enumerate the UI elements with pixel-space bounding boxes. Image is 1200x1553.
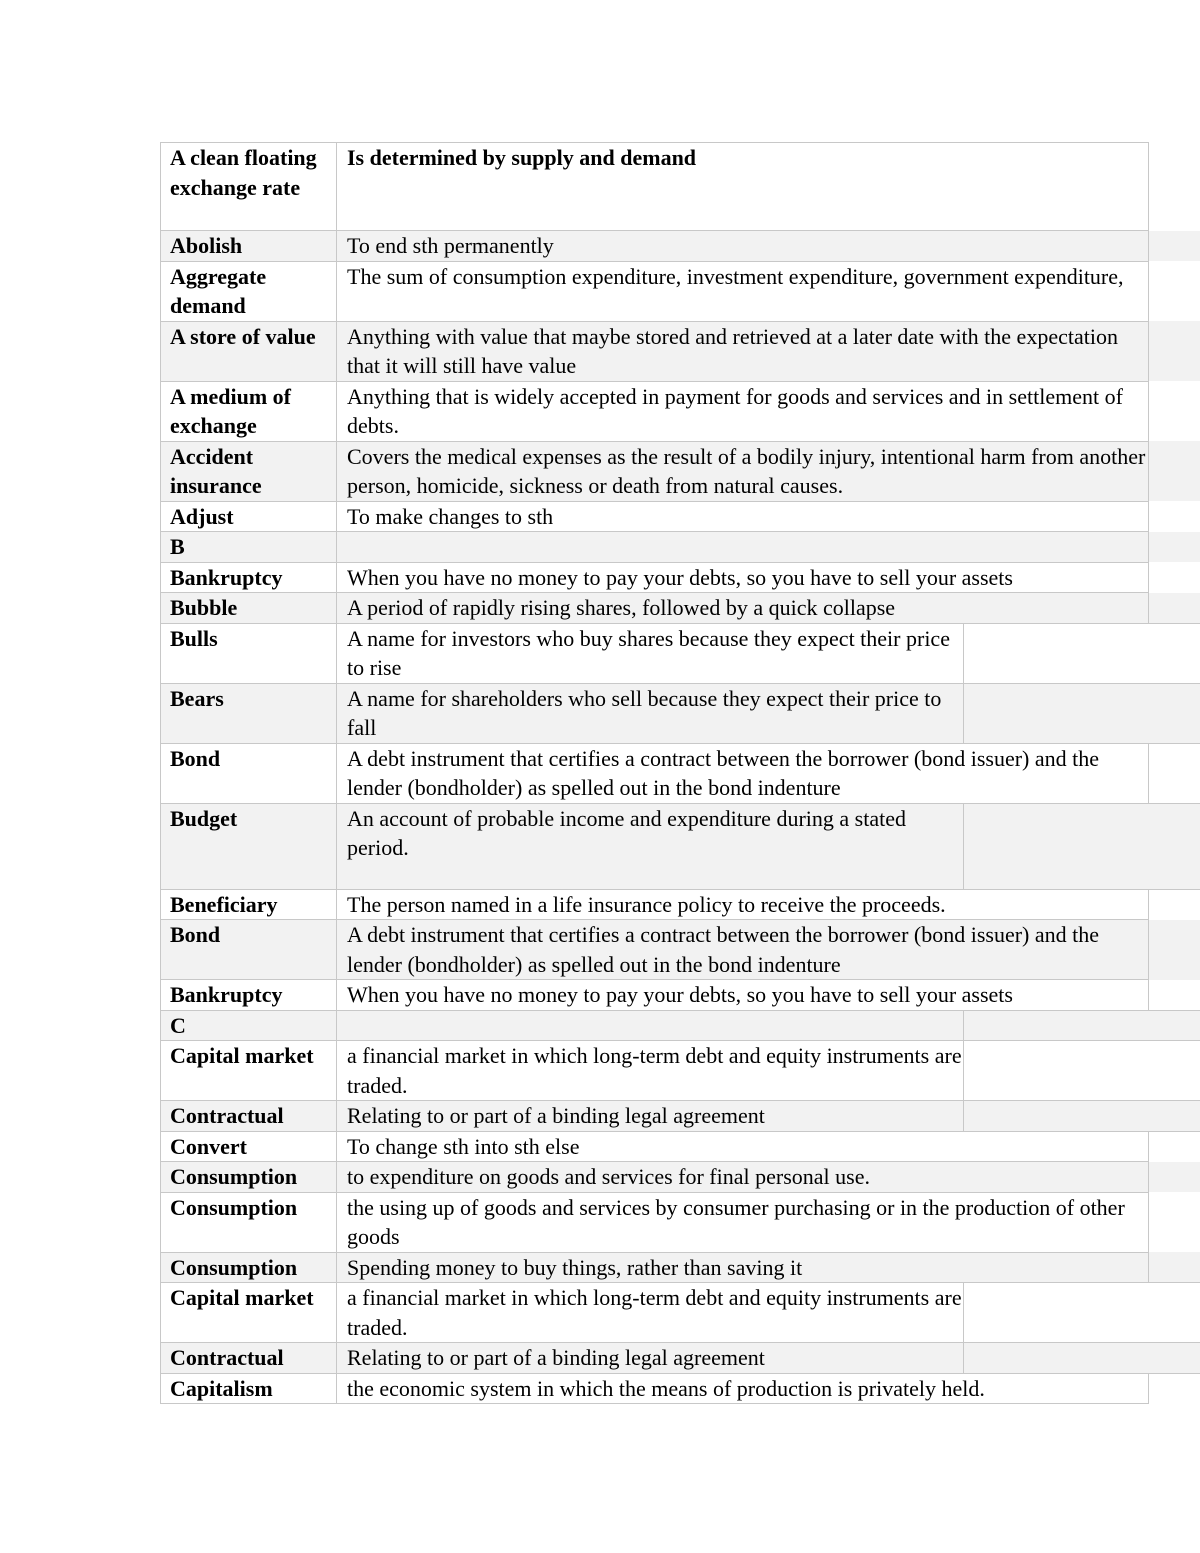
glossary-definition: A period of rapidly rising shares, followed by a quick collapse	[337, 593, 1149, 624]
empty-cell	[1149, 143, 1200, 231]
glossary-row	[161, 1283, 1200, 1343]
glossary-definition	[337, 1010, 964, 1041]
empty-cell	[1149, 562, 1200, 593]
glossary-term: Bond	[161, 743, 337, 803]
glossary-definition: A name for investors who buy shares because they expect their price to rise	[337, 623, 964, 683]
empty-cell	[964, 683, 1200, 743]
empty-cell	[964, 1101, 1200, 1132]
glossary-row	[161, 1252, 1200, 1283]
glossary-definition: To make changes to sth	[337, 501, 1149, 532]
empty-cell	[1149, 743, 1200, 803]
glossary-row	[161, 920, 1200, 980]
glossary-definition: to expenditure on goods and services for final personal use.	[337, 1162, 1149, 1193]
empty-cell	[1149, 1252, 1200, 1283]
glossary-body	[161, 143, 1200, 1404]
glossary-row	[161, 1373, 1200, 1404]
glossary-term: Bubble	[161, 593, 337, 624]
glossary-term: Abolish	[161, 231, 337, 262]
glossary-term: Capital market	[161, 1283, 337, 1343]
empty-cell	[1149, 231, 1200, 262]
glossary-definition: Is determined by supply and demand	[337, 143, 1149, 231]
glossary-row	[161, 1101, 1200, 1132]
glossary-definition: To end sth permanently	[337, 231, 1149, 262]
glossary-row	[161, 1343, 1200, 1374]
empty-cell	[964, 1283, 1200, 1343]
glossary-definition: Anything that is widely accepted in payment for goods and services and in settlement of debts.	[337, 381, 1149, 441]
glossary-definition: To change sth into sth else	[337, 1131, 1149, 1162]
glossary-row	[161, 1131, 1200, 1162]
glossary-term: Aggregate demand	[161, 261, 337, 321]
empty-cell	[1149, 501, 1200, 532]
glossary-term: Beneficiary	[161, 889, 337, 920]
glossary-term: Convert	[161, 1131, 337, 1162]
glossary-definition: The sum of consumption expenditure, investment expenditure, government expenditure,	[337, 261, 1149, 321]
glossary-row	[161, 803, 1200, 889]
glossary-definition: Relating to or part of a binding legal agreement	[337, 1101, 964, 1132]
glossary-term: Contractual	[161, 1343, 337, 1374]
glossary-term: Bulls	[161, 623, 337, 683]
glossary-definition: The person named in a life insurance policy to receive the proceeds.	[337, 889, 1149, 920]
glossary-definition: When you have no money to pay your debts, so you have to sell your assets	[337, 562, 1149, 593]
empty-cell	[964, 803, 1200, 889]
glossary-term: Bond	[161, 920, 337, 980]
glossary-row	[161, 562, 1200, 593]
glossary-term: A clean floating exchange rate	[161, 143, 337, 231]
glossary-definition	[337, 532, 1149, 563]
empty-cell	[1149, 1131, 1200, 1162]
empty-cell	[1149, 1373, 1200, 1404]
glossary-term: Capital market	[161, 1041, 337, 1101]
glossary-definition: When you have no money to pay your debts, so you have to sell your assets	[337, 980, 1149, 1011]
glossary-term: A store of value	[161, 321, 337, 381]
empty-cell	[964, 1343, 1200, 1374]
empty-cell	[964, 1041, 1200, 1101]
glossary-definition: Covers the medical expenses as the result of a bodily injury, intentional harm from another person, homicide, sickness or death from natural causes.	[337, 441, 1149, 501]
empty-cell	[1149, 889, 1200, 920]
glossary-row	[161, 623, 1200, 683]
glossary-term: C	[161, 1010, 337, 1041]
glossary-row	[161, 743, 1200, 803]
empty-cell	[1149, 441, 1200, 501]
glossary-definition: a financial market in which long-term debt and equity instruments are traded.	[337, 1041, 964, 1101]
glossary-term: Accident insurance	[161, 441, 337, 501]
glossary-term: Bankruptcy	[161, 980, 337, 1011]
glossary-row	[161, 889, 1200, 920]
empty-cell	[1149, 532, 1200, 563]
glossary-row	[161, 231, 1200, 262]
glossary-term: Capitalism	[161, 1373, 337, 1404]
glossary-row	[161, 1010, 1200, 1041]
glossary-row	[161, 501, 1200, 532]
glossary-definition: Spending money to buy things, rather than saving it	[337, 1252, 1149, 1283]
glossary-definition: A debt instrument that certifies a contract between the borrower (bond issuer) and the lender (bondholder) as spelled out in the bond indenture	[337, 920, 1149, 980]
glossary-row	[161, 593, 1200, 624]
glossary-row	[161, 143, 1200, 231]
empty-cell	[1149, 261, 1200, 321]
empty-cell	[1149, 1162, 1200, 1193]
empty-cell	[964, 623, 1200, 683]
empty-cell	[1149, 920, 1200, 980]
glossary-row	[161, 1041, 1200, 1101]
glossary-row	[161, 381, 1200, 441]
glossary-row	[161, 532, 1200, 563]
glossary-term: Bankruptcy	[161, 562, 337, 593]
glossary-row	[161, 683, 1200, 743]
empty-cell	[1149, 1192, 1200, 1252]
glossary-table	[160, 142, 1200, 1404]
glossary-definition: A name for shareholders who sell because they expect their price to fall	[337, 683, 964, 743]
glossary-term: Contractual	[161, 1101, 337, 1132]
glossary-definition: Anything with value that maybe stored and retrieved at a later date with the expectation that it will still have value	[337, 321, 1149, 381]
glossary-definition: the using up of goods and services by consumer purchasing or in the production of other goods	[337, 1192, 1149, 1252]
glossary-definition: the economic system in which the means of production is privately held.	[337, 1373, 1149, 1404]
empty-cell	[1149, 321, 1200, 381]
glossary-term: Consumption	[161, 1192, 337, 1252]
glossary-definition: An account of probable income and expenditure during a stated period.	[337, 803, 964, 889]
empty-cell	[964, 1010, 1200, 1041]
glossary-term: Consumption	[161, 1162, 337, 1193]
glossary-row	[161, 261, 1200, 321]
glossary-term: Budget	[161, 803, 337, 889]
glossary-term: B	[161, 532, 337, 563]
empty-cell	[1149, 381, 1200, 441]
glossary-term: A medium of exchange	[161, 381, 337, 441]
glossary-definition: Relating to or part of a binding legal agreement	[337, 1343, 964, 1374]
glossary-row	[161, 441, 1200, 501]
glossary-row	[161, 321, 1200, 381]
empty-cell	[1149, 593, 1200, 624]
glossary-row	[161, 1192, 1200, 1252]
glossary-row	[161, 1162, 1200, 1193]
glossary-definition: a financial market in which long-term debt and equity instruments are traded.	[337, 1283, 964, 1343]
glossary-term: Consumption	[161, 1252, 337, 1283]
glossary-term: Bears	[161, 683, 337, 743]
glossary-term: Adjust	[161, 501, 337, 532]
glossary-row	[161, 980, 1200, 1011]
empty-cell	[1149, 980, 1200, 1011]
glossary-definition: A debt instrument that certifies a contract between the borrower (bond issuer) and the lender (bondholder) as spelled out in the bond indenture	[337, 743, 1149, 803]
